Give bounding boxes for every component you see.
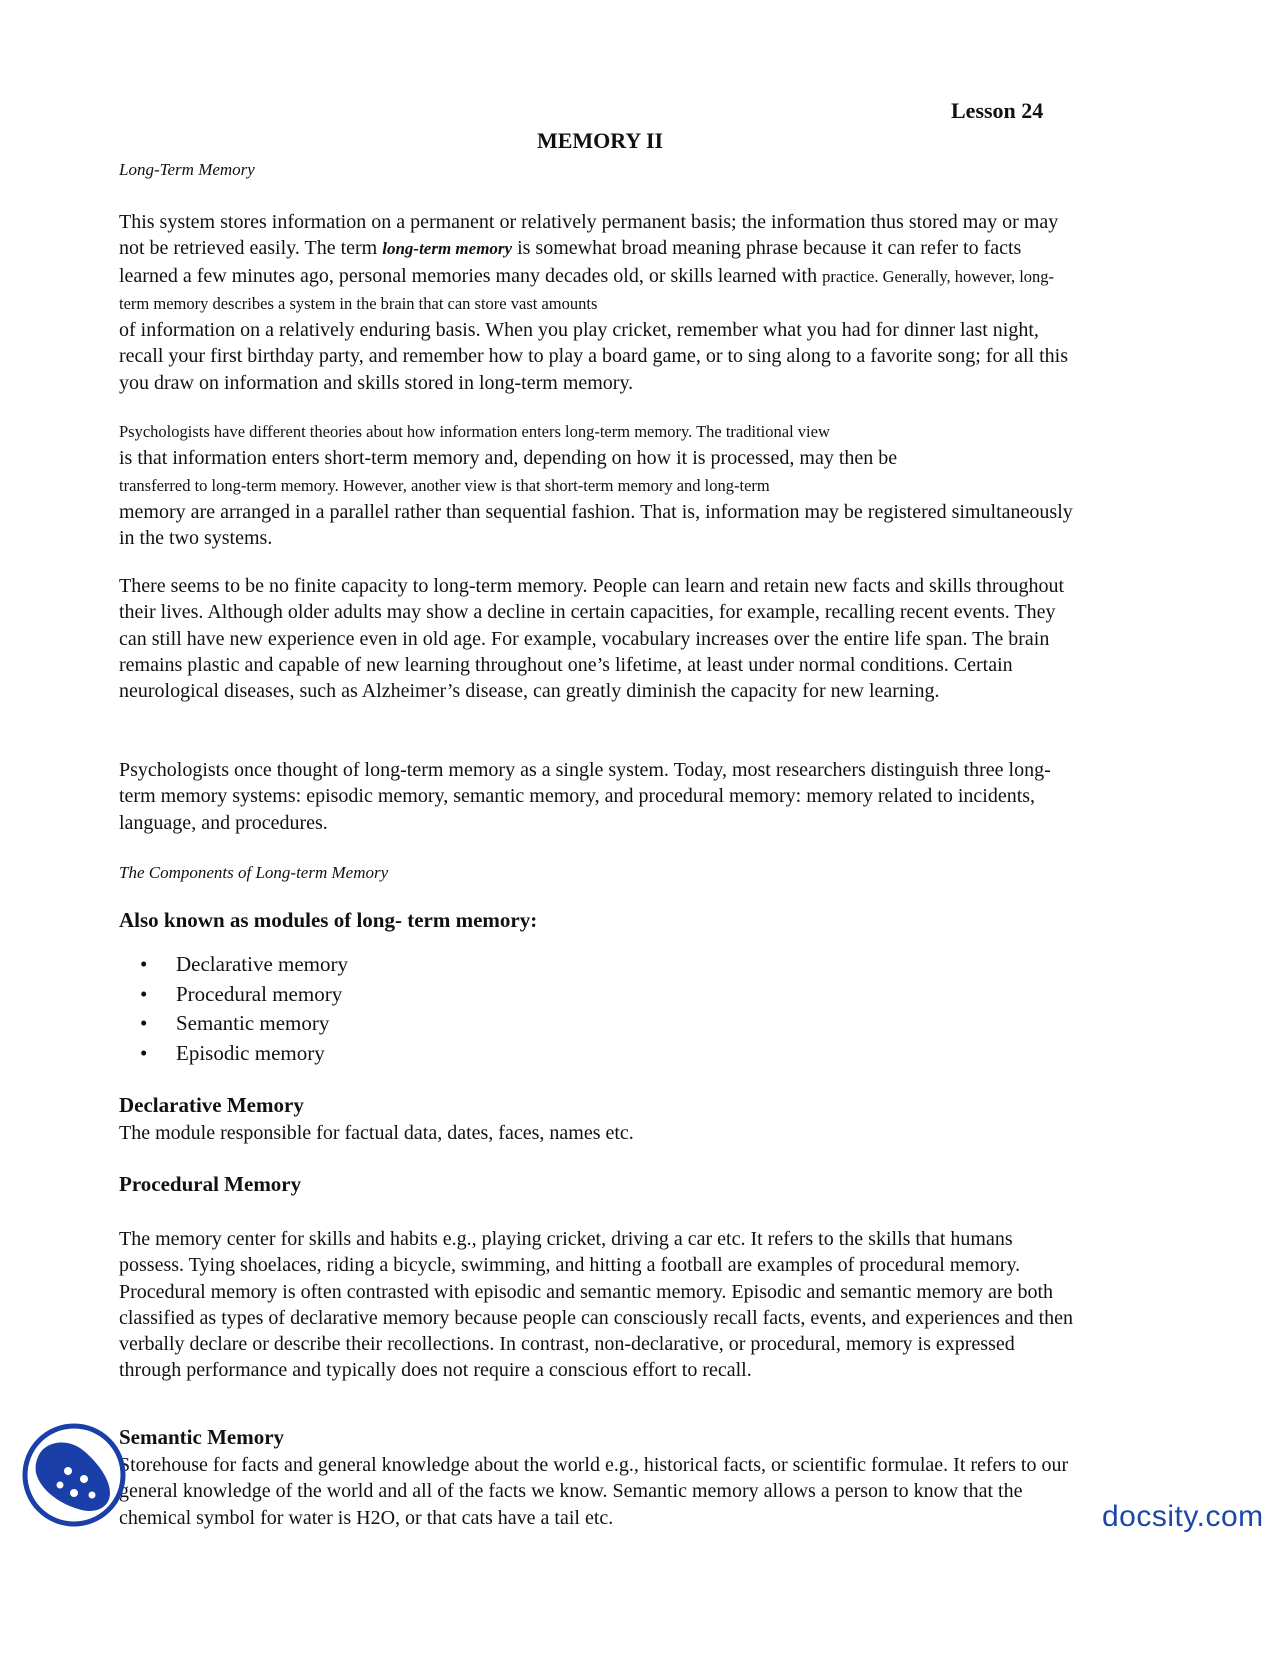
paragraph-text: Psychologists have different theories about how information enters long-term memory. The traditional view [119,422,830,441]
paragraph-text: is that information enters short-term memory and, depending on how it is processed, may then be [119,447,898,470]
modules-list [140,952,348,1071]
lesson-number: Lesson 24 [951,98,1044,123]
paragraph-capacity: There seems to be no finite capacity to long-term memory. People can learn and retain new facts and skills throughout their lives. Although older adults may show a decline in certain capacities, for example, recalling recent events. They can still have new experience even in old age. For example, vocabulary increases over the entire life span. The brain remains plastic and capable of new learning throughout one’s lifetime, at least under normal conditions. Certain neurological diseases, such as Alzheimer’s disease, can greatly diminish the capacity for new learning. [119,575,1065,703]
list-item: • Semantic memory [140,1011,348,1041]
section-heading-components: The Components of Long-term Memory [119,863,389,882]
section-heading-long-term-memory: Long-Term Memory [119,160,255,179]
semantic-heading: Semantic Memory [119,1425,285,1449]
paragraph-theories [119,418,1079,551]
paragraph-text: practice. Generally, however, long-term memory describes a system in the brain that can store vast amounts [119,266,1055,313]
paragraph-text: of information on a relatively enduring basis. When you play cricket, remember what you had for dinner last night, recall your first birthday party, and remember how to play a board game, or to sing along to a favorite song; for all this you draw on information and skills stored in long-term memory. [119,319,1068,394]
list-item: • Procedural memory [140,982,348,1012]
modules-heading: Also known as modules of long- term memory: [119,908,538,932]
procedural-text: The memory center for skills and habits e.g., playing cricket, driving a car etc. It refers to the skills that humans possess. Tying shoelaces, riding a bicycle, swimming, and hitting a football are examples of procedural memory. Procedural memory is often contrasted with episodic and semantic memory. Episodic and semantic memory are both classified as types of declarative memory because people can consciously recall facts, events, and experiences and then verbally declare or describe their recollections. In contrast, non-declarative, or procedural, memory is expressed through performance and typically does not require a conscious effort to recall. [119,1228,1074,1382]
paragraph-text: is somewhat broad meaning phrase because it can refer to facts learned a few minutes ago, personal memories many decades old, or skills learned with [119,237,1022,287]
declarative-heading: Declarative Memory [119,1093,304,1117]
page-title: MEMORY II [536,128,664,153]
docsity-logo-icon [22,1423,126,1527]
paragraph-text: This system stores information on a permanent or relatively permanent basis; the information thus stored may or may not be retrieved easily. The term [119,211,1059,260]
procedural-heading: Procedural Memory [119,1172,302,1196]
paragraph-systems: Psychologists once thought of long-term memory as a single system. Today, most researchers distinguish three long-term memory systems: episodic memory, semantic memory, and procedural memory: memory related to incidents, language, and procedures. [119,759,1051,834]
semantic-text: Storehouse for facts and general knowledge about the world e.g., historical facts, or scientific formulae. It refers to our general knowledge of the world and all of the facts we know. Semantic memory allows a person to know that the chemical symbol for water is H2O, or that cats have a tail etc. [119,1454,1069,1529]
term-emphasis: long-term memory [382,239,513,259]
docsity-brand-text[interactable]: docsity.com [1102,1500,1264,1533]
declarative-text: The module responsible for factual data, dates, faces, names etc. [119,1122,634,1144]
list-item: • Declarative memory [140,952,348,982]
list-item: • Episodic memory [140,1041,348,1071]
paragraph-text: memory are arranged in a parallel rather than sequential fashion. That is, information may be registered simultaneously in the two systems. [119,500,1073,550]
paragraph-intro [119,209,1079,396]
paragraph-text: transferred to long-term memory. However, another view is that short-term memory and long-term [119,475,770,495]
